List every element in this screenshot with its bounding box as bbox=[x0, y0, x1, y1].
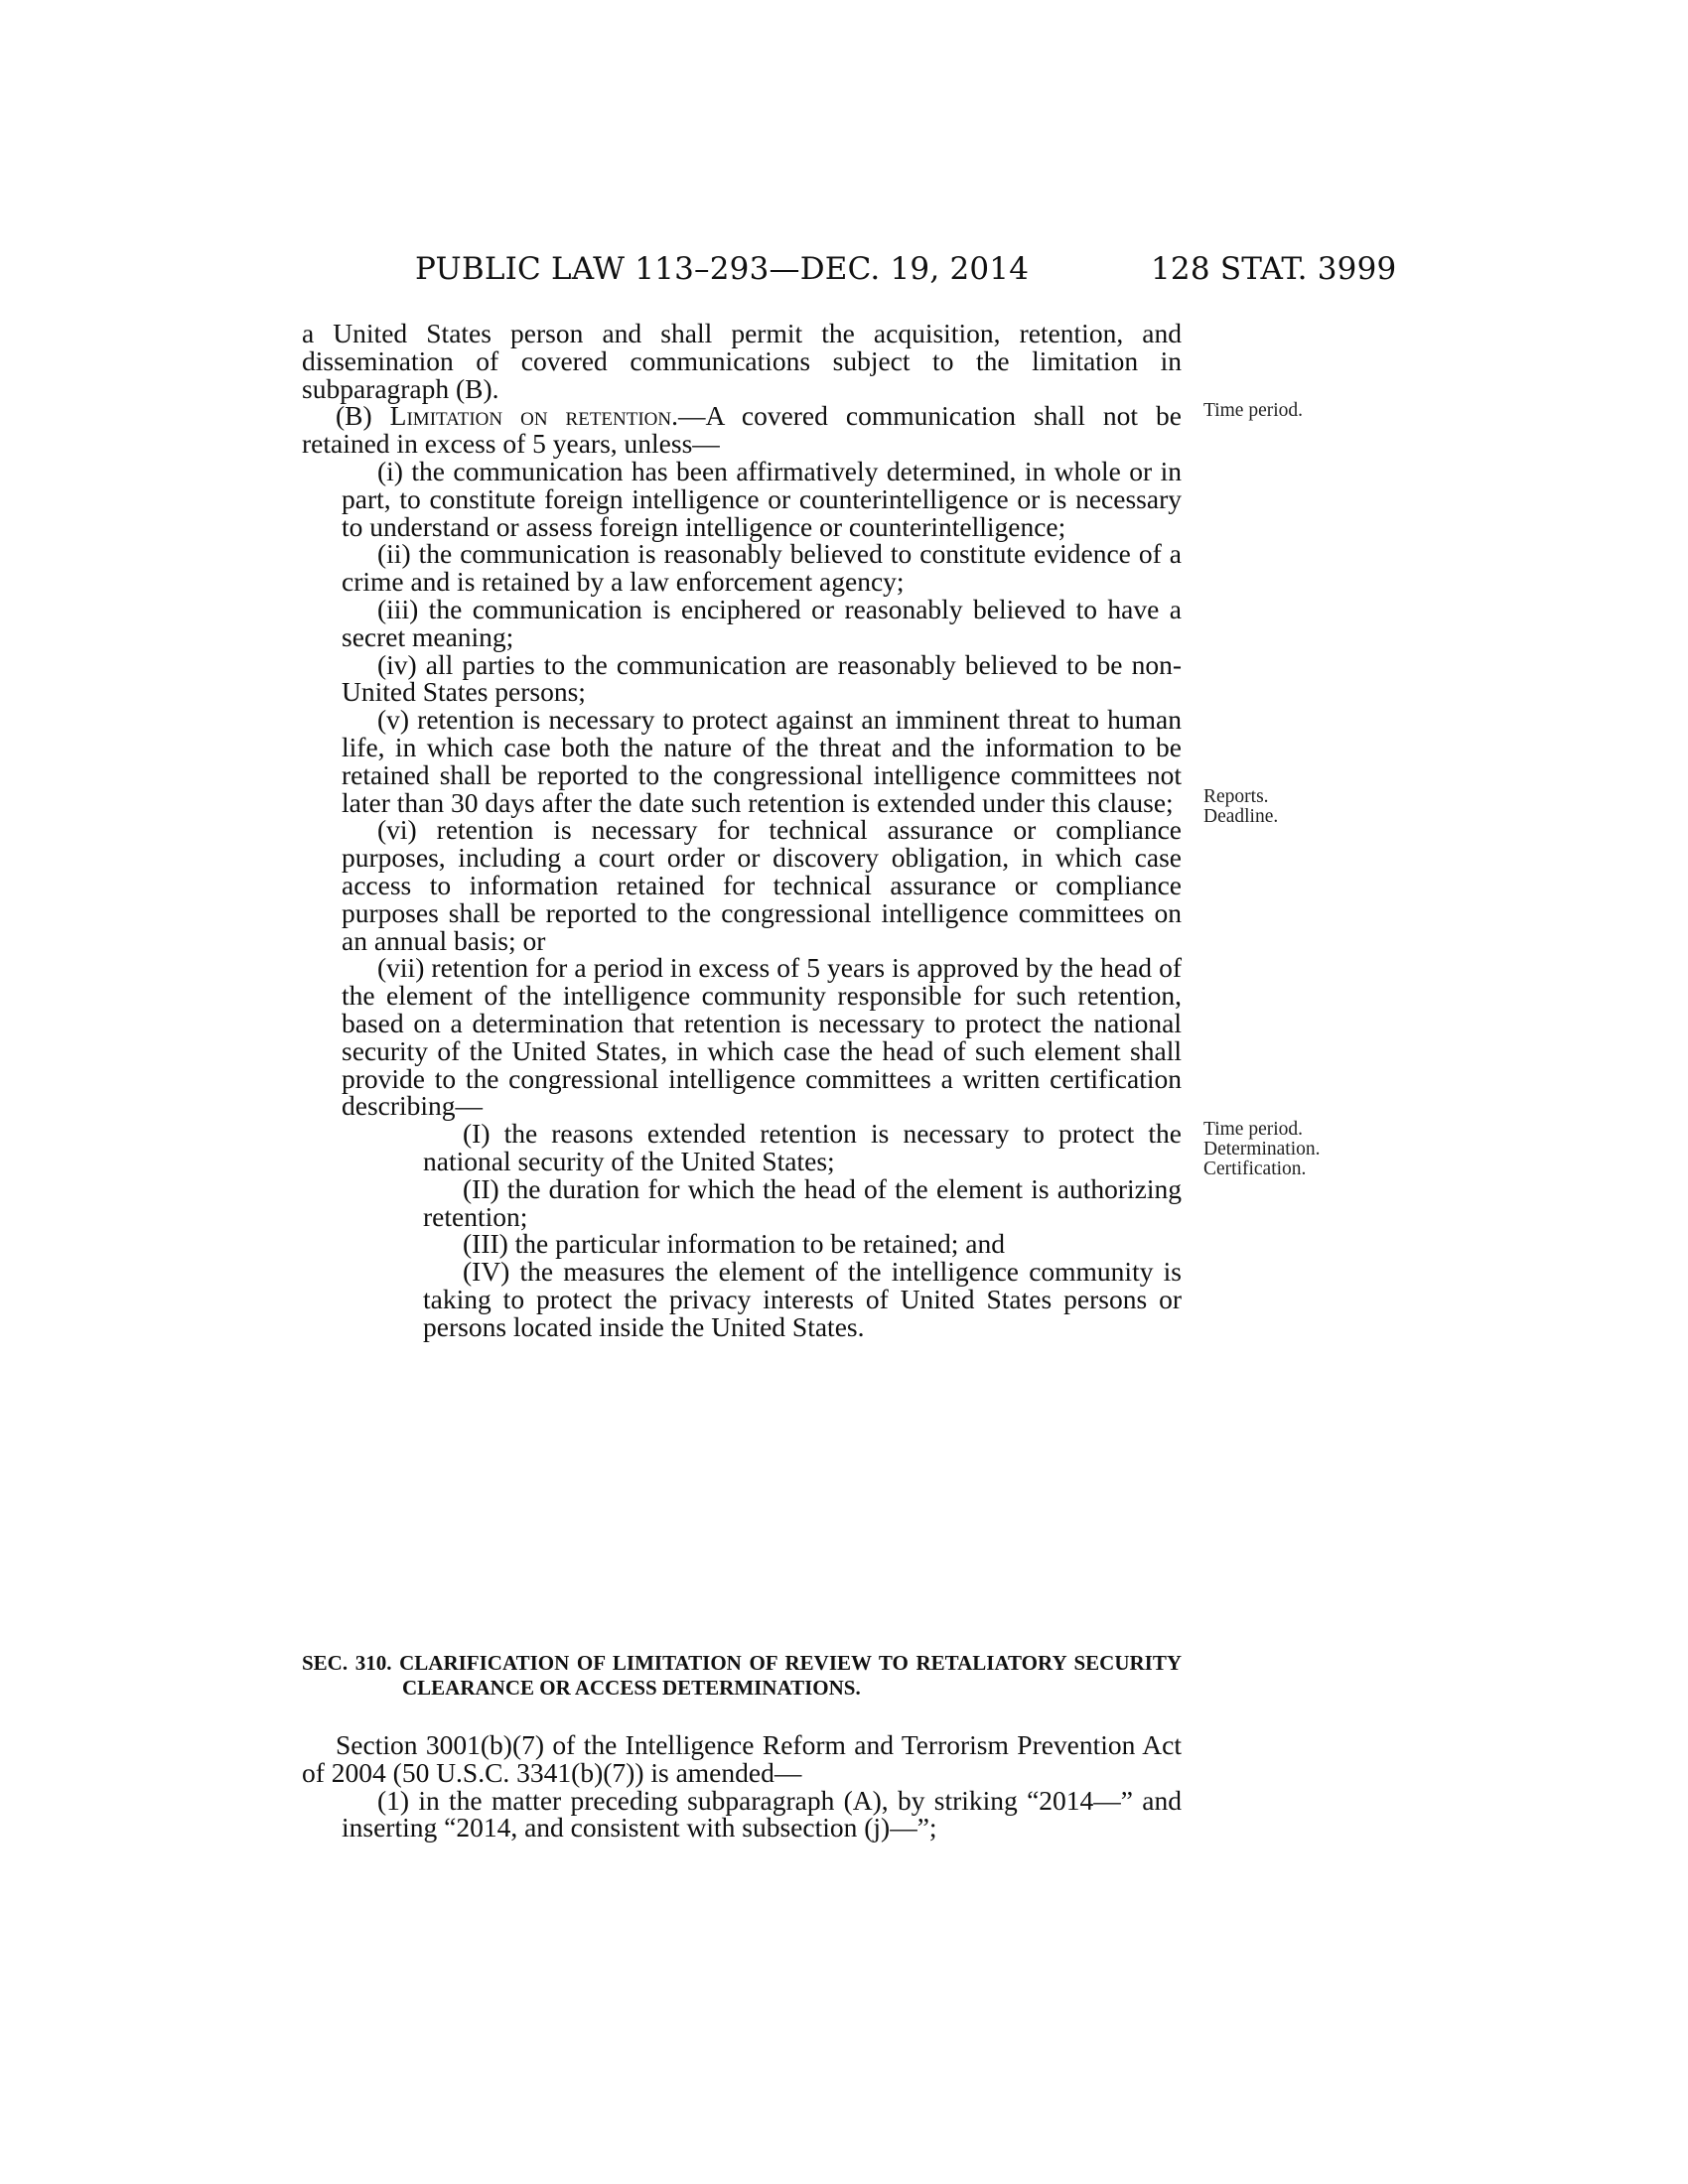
clause-i: (i) the communication has been affirmatively determined, in whole or in part, to constitute foreign intelligence or counterintelligence or is necessary to understand or assess foreign intelligence or counterintelligence; bbox=[342, 455, 1182, 542]
margin-note-line: Reports. bbox=[1203, 786, 1269, 807]
subclause-I: (I) the reasons extended retention is necessary to protect the national security of the United States; bbox=[423, 1118, 1182, 1176]
subparagraph-b bbox=[302, 402, 1182, 458]
margin-note-time-determination-certification bbox=[1203, 1120, 1321, 1179]
margin-note-line: Deadline. bbox=[1203, 806, 1279, 827]
clause-vi: (vi) retention is necessary for technical assurance or compliance purposes, including a court order or discovery obligation, in which case access to information retained for technical assurance or compliance purposes shall be reported to the congressional intelligence committees on an annual basis; or bbox=[342, 814, 1182, 956]
running-head-title: PUBLIC LAW 113–293—DEC. 19, 2014 bbox=[415, 251, 1030, 287]
paragraph-continuation: a United States person and shall permit the acquisition, retention, and dissemination of covered communications subject to the limitation in subparagraph (B). bbox=[302, 318, 1182, 404]
clause-iii: (iii) the communication is enciphered or reasonably believed to have a secret meaning; bbox=[342, 593, 1182, 652]
margin-note-time-period bbox=[1203, 401, 1303, 421]
subclause-III: (III) the particular information to be retained; and bbox=[463, 1228, 1005, 1260]
section-item-1: (1) in the matter preceding subparagraph (A), by striking “2014—” and inserting “2014, and consistent with subsection (j)—”; bbox=[342, 1784, 1182, 1843]
subclause-IV: (IV) the measures the element of the intelligence community is taking to protect the privacy interests of United States persons or persons located inside the United States. bbox=[423, 1256, 1182, 1342]
margin-note-reports-deadline bbox=[1203, 787, 1278, 827]
statute-body bbox=[302, 320, 1182, 1340]
clause-ii: (ii) the communication is reasonably believed to constitute evidence of a crime and is retained by a law enforcement agency; bbox=[342, 538, 1182, 598]
section-body bbox=[302, 1731, 1182, 1842]
margin-note-line: Time period. bbox=[1203, 1119, 1304, 1140]
clause-v: (v) retention is necessary to protect against an imminent threat to human life, in which case both the nature of the threat and the information to be retained shall be reported to the congressional intelligence committees not later than 30 days after the date such retention is extended under this clause; bbox=[342, 704, 1182, 818]
subparagraph-b-heading: Limitation on retention. bbox=[389, 400, 679, 432]
margin-note-line: Certification. bbox=[1203, 1159, 1307, 1179]
subclause-II: (II) the duration for which the head of the element is authorizing retention; bbox=[423, 1172, 1182, 1232]
margin-note-line: Determination. bbox=[1203, 1139, 1321, 1160]
section-heading-text: SEC. 310. CLARIFICATION OF LIMITATION OF REVIEW TO RETALIATORY SECURITY CLEARANCE OR ACCESS DETERMINATIONS. bbox=[302, 1651, 1182, 1700]
clause-iv: (iv) all parties to the communication are reasonably believed to be non-United States persons; bbox=[342, 648, 1182, 708]
section-heading bbox=[302, 1651, 1182, 1701]
subparagraph-b-label: (B) bbox=[336, 400, 390, 432]
subparagraph-b-text: —A covered communication shall not be retained in excess of 5 years, unless— bbox=[302, 400, 1182, 460]
margin-note-line: Time period. bbox=[1203, 400, 1304, 421]
section-text: Section 3001(b)(7) of the Intelligence Reform and Terrorism Prevention Act of 2004 (50 U.S.C. 3341(b)(7)) is amended— bbox=[302, 1729, 1182, 1788]
clause-vii: (vii) retention for a period in excess of 5 years is approved by the head of the element of the intelligence community responsible for such retention, based on a determination that retention is necessary to protect the national security of the United States, in which case the head of such element shall provide to the congressional intelligence committees a written certification describing— bbox=[342, 952, 1182, 1122]
running-head-page-number: 128 STAT. 3999 bbox=[1151, 251, 1397, 287]
